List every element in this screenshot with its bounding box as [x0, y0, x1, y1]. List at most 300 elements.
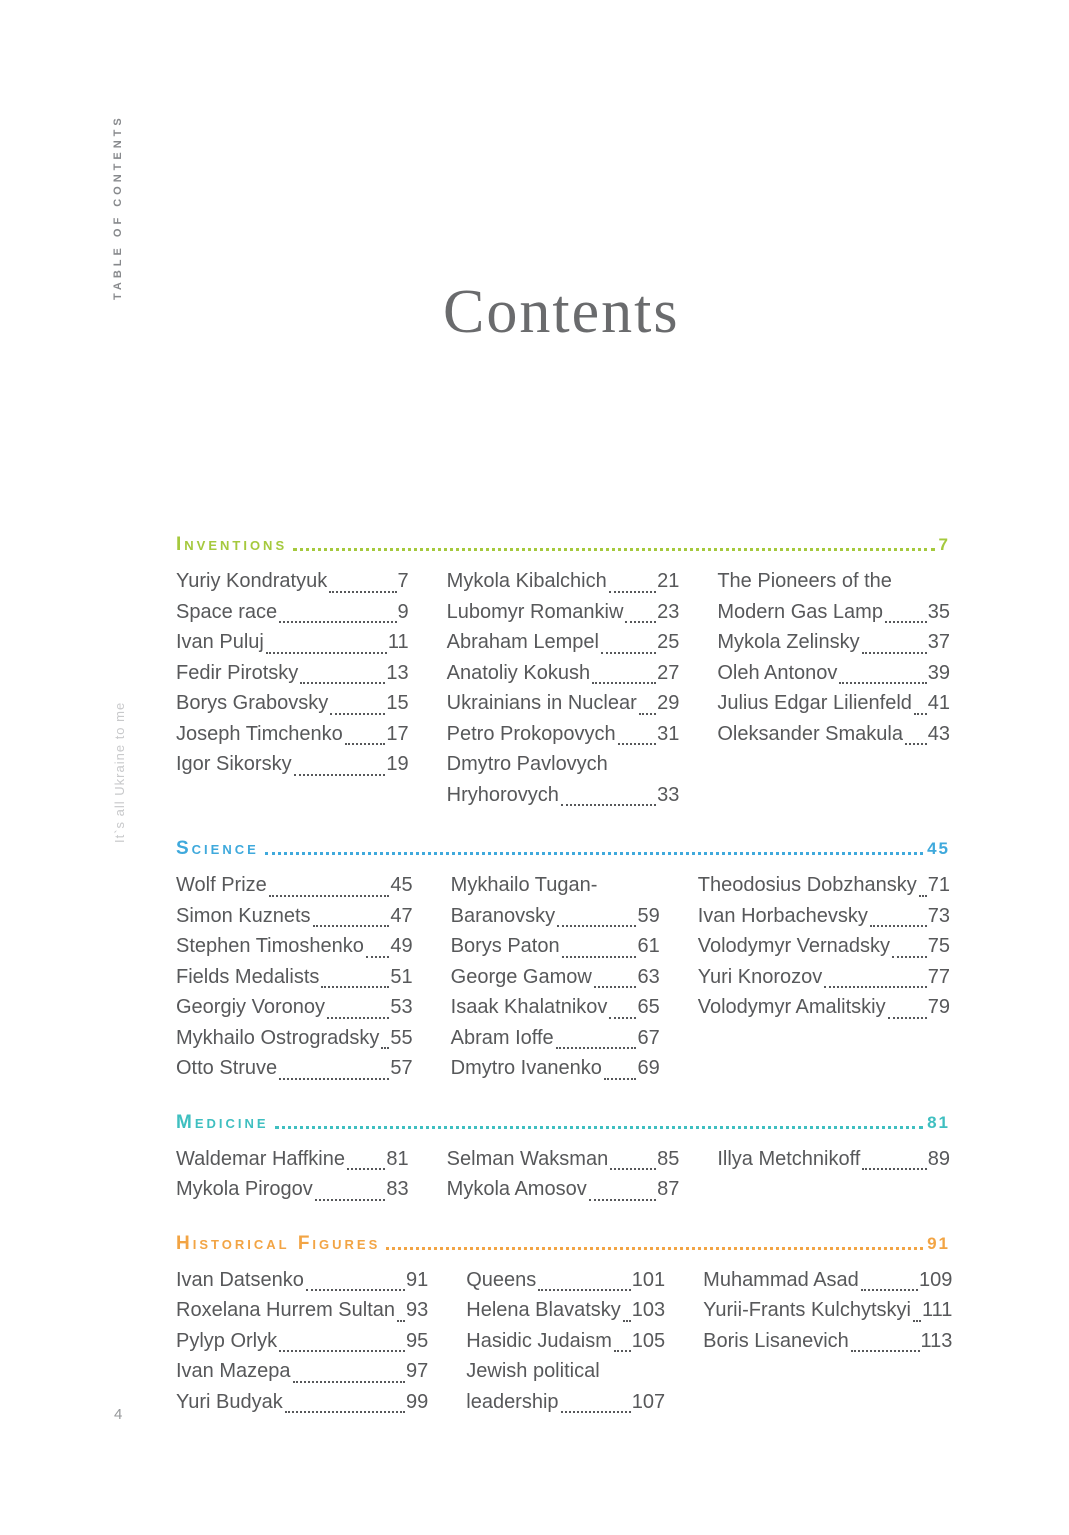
toc-entry [176, 1295, 428, 1326]
toc-entry [176, 1387, 428, 1418]
entry-leader-dots [366, 956, 390, 958]
entry-page-number: 23 [657, 600, 680, 623]
toc-column [466, 1265, 665, 1418]
entry-leader-dots [381, 1047, 389, 1049]
entry-title: Abraham Lempel [446, 631, 599, 653]
entry-page-number: 41 [927, 692, 950, 714]
entry-title-row [176, 1053, 413, 1084]
entry-title: Abram Ioffe [450, 1026, 554, 1049]
entry-title: Fedir Pirotsky [176, 661, 299, 684]
entry-title: Roxelana Hurrem Sultan [176, 1299, 395, 1321]
entry-title-row [703, 1326, 952, 1357]
toc-entry [176, 870, 413, 901]
entry-title: Mykhailo Ostrogradsky [176, 1026, 380, 1049]
entry-title-row [698, 901, 950, 932]
toc-entry [717, 1144, 950, 1175]
page-number: 4 [114, 1406, 123, 1423]
entry-page-number: 37 [927, 631, 950, 653]
entry-title-row [717, 1144, 950, 1175]
entry-leader-dots [556, 1047, 637, 1049]
toc-column [176, 1265, 428, 1418]
entry-title-row [176, 1144, 409, 1175]
entry-title-line: Dmytro Pavlovych [446, 753, 608, 775]
entry-page-number: 79 [927, 996, 950, 1018]
entry-title: Modern Gas Lamp [717, 600, 883, 623]
section-header [176, 837, 950, 861]
entry-title-row [451, 901, 660, 932]
entry-title: Hasidic Judaism [466, 1329, 612, 1352]
toc-entry [717, 627, 950, 658]
toc-entry [703, 1326, 952, 1357]
entry-title-row [703, 1295, 952, 1326]
entry-title-row [447, 719, 680, 750]
entry-page-number: 53 [390, 996, 413, 1018]
section-header [176, 533, 950, 557]
entry-leader-dots [321, 986, 389, 988]
entry-title: Stephen Timoshenko [176, 935, 364, 957]
entry-title-row [176, 870, 413, 901]
toc-entry [466, 1326, 665, 1357]
entry-title-row [176, 962, 413, 993]
entry-title-line: Mykhailo Tugan- [450, 874, 598, 896]
entry-page-number: 35 [927, 600, 950, 623]
section-leader-dots [265, 852, 923, 855]
entry-leader-dots [279, 1078, 389, 1080]
entry-title: Oleksander Smakula [717, 722, 903, 745]
entry-page-number: 21 [657, 570, 680, 592]
entry-page-number: 61 [637, 935, 660, 957]
toc-entry [176, 962, 413, 993]
entry-leader-dots [313, 925, 390, 927]
entry-title: Waldemar Haffkine [176, 1147, 345, 1170]
entry-page-number: 87 [657, 1178, 680, 1200]
entry-title-row [176, 901, 413, 932]
entry-title-line: Jewish political [466, 1360, 600, 1382]
toc-entry [447, 719, 680, 750]
entry-title: Queens [466, 1268, 537, 1291]
toc-entry [466, 1265, 665, 1296]
toc-column [451, 870, 660, 1084]
entry-title-row [176, 1295, 428, 1326]
entry-title-row [451, 992, 660, 1023]
entry-page-number: 63 [637, 965, 660, 988]
toc-entry [447, 1144, 680, 1175]
section-leader-dots [275, 1126, 924, 1129]
entry-leader-dots [347, 1168, 385, 1170]
section-page-number: 81 [927, 1112, 950, 1132]
entry-leader-dots [285, 1411, 405, 1413]
section-title: Historical Figures [176, 1232, 381, 1254]
entry-page-number: 99 [406, 1390, 429, 1413]
section-page-number: 45 [927, 839, 950, 858]
toc-column [176, 1144, 409, 1205]
entry-page-number: 65 [637, 996, 660, 1018]
entry-title-row [176, 688, 409, 719]
toc-entry [176, 749, 409, 780]
entry-title: leadership [466, 1390, 559, 1413]
entry-title-row [447, 688, 680, 719]
entry-title-row [451, 931, 660, 962]
entry-page-number: 7 [397, 570, 409, 592]
entry-page-number: 27 [657, 661, 680, 684]
entry-page-number: 73 [927, 904, 950, 927]
entry-title: Space race [176, 600, 278, 623]
entry-page-number: 83 [386, 1178, 409, 1200]
entry-leader-dots [888, 1017, 927, 1019]
entry-page-number: 107 [631, 1390, 666, 1413]
sidebar-label-book-title: It`s all Ukraine to me [112, 701, 127, 843]
entry-title-row [176, 1356, 428, 1387]
entry-title: Wolf Prize [176, 874, 267, 896]
entry-title-row [717, 688, 950, 719]
entry-title: Isaak Khalatnikov [450, 996, 608, 1018]
entry-title-row [698, 962, 950, 993]
entry-page-number: 55 [390, 1026, 413, 1049]
entry-leader-dots [609, 591, 656, 593]
entry-title: Mykola Zelinsky [717, 631, 860, 653]
toc-column [703, 1265, 952, 1357]
section-columns [176, 1265, 953, 1418]
toc-entry [176, 1174, 409, 1205]
entry-leader-dots [892, 956, 927, 958]
entry-page-number: 19 [386, 753, 409, 775]
entry-leader-dots [610, 1168, 656, 1170]
entry-leader-dots [561, 804, 656, 806]
toc-entry [447, 749, 680, 810]
entry-title-row [717, 719, 950, 750]
toc-entry [466, 1356, 665, 1417]
entry-page-number: 91 [406, 1268, 429, 1291]
entry-leader-dots [851, 1350, 920, 1352]
entry-title-row [447, 1174, 680, 1205]
entry-leader-dots [905, 743, 927, 745]
toc-section [176, 533, 950, 810]
entry-title-row [176, 597, 409, 628]
entry-leader-dots [329, 591, 396, 593]
entry-title: Julius Edgar Lilienfeld [717, 692, 912, 714]
entry-title: Volodymyr Amalitskiy [697, 996, 886, 1018]
entry-title-row [176, 1387, 428, 1418]
toc-entry [176, 1023, 413, 1054]
entry-title: Yuriy Kondratyuk [176, 570, 328, 592]
entry-leader-dots [592, 682, 656, 684]
entry-title: Mykola Kibalchich [446, 570, 607, 592]
entry-page-number: 81 [386, 1147, 409, 1170]
entry-page-number: 69 [637, 1057, 660, 1079]
entry-page-number: 9 [397, 600, 409, 623]
entry-title: Illya Metchnikoff [717, 1147, 861, 1170]
section-page-number: 91 [927, 1233, 950, 1253]
section-leader-dots [386, 1247, 923, 1250]
section-page-number: 7 [938, 535, 950, 554]
entry-title: Georgiy Voronoy [176, 996, 325, 1018]
entry-title: Anatoliy Kokush [446, 661, 591, 684]
toc-entry [698, 901, 950, 932]
toc-entry [447, 566, 680, 597]
entry-title-row [466, 1295, 665, 1326]
entry-title-row [176, 749, 409, 780]
entry-title-row [698, 931, 950, 962]
entry-leader-dots [269, 895, 390, 897]
entry-leader-dots [589, 1199, 656, 1201]
entry-title: Selman Waksman [446, 1147, 609, 1170]
entry-title-line: The Pioneers of the [717, 570, 892, 592]
entry-page-number: 89 [927, 1147, 950, 1170]
toc-entry [717, 658, 950, 689]
entry-page-number: 31 [657, 722, 680, 745]
entry-page-number: 49 [390, 935, 413, 957]
toc-entry [717, 566, 950, 627]
toc-entry [451, 870, 660, 931]
entry-title: Petro Prokopovych [446, 722, 616, 745]
toc-entry [717, 719, 950, 750]
entry-page-number: 85 [657, 1147, 680, 1170]
entry-title: Theodosius Dobzhansky [697, 874, 917, 896]
entry-leader-dots [327, 1017, 389, 1019]
entry-title-row [698, 992, 950, 1023]
entry-title: Boris Lisanevich [703, 1329, 849, 1352]
entry-title-row [176, 566, 409, 597]
entry-title: Ivan Datsenko [176, 1268, 304, 1291]
entry-page-number: 17 [386, 722, 409, 745]
entry-title: Dmytro Ivanenko [450, 1057, 602, 1079]
toc-entry [466, 1295, 665, 1326]
entry-title: Yurii-Frants Kulchytskyi [703, 1299, 911, 1321]
entry-page-number: 25 [657, 631, 680, 653]
toc-column [447, 566, 680, 810]
toc-entry [698, 962, 950, 993]
entry-leader-dots [279, 1350, 405, 1352]
entry-page-number: 47 [390, 904, 413, 927]
entry-page-number: 59 [637, 904, 660, 927]
entry-leader-dots [300, 682, 385, 684]
toc-entry [698, 931, 950, 962]
toc-sections [176, 533, 953, 1444]
entry-leader-dots [824, 986, 927, 988]
entry-title-row [176, 658, 409, 689]
entry-page-number: 51 [390, 965, 413, 988]
entry-page-number: 45 [390, 874, 413, 896]
toc-entry [451, 1053, 660, 1084]
toc-entry [698, 870, 950, 901]
entry-leader-dots [919, 895, 927, 897]
toc-entry [451, 992, 660, 1023]
toc-entry [451, 962, 660, 993]
entry-leader-dots [885, 621, 927, 623]
toc-entry [447, 658, 680, 689]
entry-leader-dots [609, 1017, 636, 1019]
entry-title: Joseph Timchenko [176, 722, 343, 745]
entry-title-row [451, 1053, 660, 1084]
entry-leader-dots [913, 1320, 921, 1322]
toc-entry [176, 627, 409, 658]
entry-page-number: 75 [927, 935, 950, 957]
entry-leader-dots [601, 652, 656, 654]
section-header [176, 1232, 950, 1256]
entry-leader-dots [294, 774, 386, 776]
toc-entry [703, 1265, 952, 1296]
toc-entry [176, 1053, 413, 1084]
entry-title: Otto Struve [176, 1057, 278, 1079]
entry-page-number: 101 [631, 1268, 666, 1291]
entry-page-number: 43 [927, 722, 950, 745]
toc-entry [176, 566, 409, 597]
entry-leader-dots [315, 1199, 386, 1201]
entry-title-row [447, 627, 680, 658]
entry-leader-dots [862, 652, 927, 654]
entry-title-row [447, 780, 680, 811]
toc-entry [176, 1144, 409, 1175]
entry-leader-dots [594, 986, 637, 988]
toc-column [698, 870, 950, 1023]
entry-leader-dots [266, 652, 387, 654]
entry-title: Volodymyr Vernadsky [697, 935, 891, 957]
entry-leader-dots [870, 925, 927, 927]
entry-title: Yuri Budyak [176, 1390, 283, 1413]
toc-entry [176, 992, 413, 1023]
entry-title: Muhammad Asad [703, 1268, 859, 1291]
entry-title: Igor Sikorsky [176, 753, 292, 775]
entry-leader-dots [604, 1078, 637, 1080]
section-leader-dots [293, 548, 934, 551]
entry-title: Ivan Puluj [176, 631, 264, 653]
section-columns [176, 566, 950, 810]
entry-page-number: 29 [657, 692, 680, 714]
toc-entry [447, 597, 680, 628]
entry-page-number: 111 [922, 1299, 953, 1321]
toc-entry [176, 719, 409, 750]
toc-entry [698, 992, 950, 1023]
entry-leader-dots [862, 1168, 926, 1170]
entry-leader-dots [561, 1411, 631, 1413]
entry-title: Borys Grabovsky [176, 692, 329, 714]
entry-page-number: 93 [406, 1299, 429, 1321]
entry-title: Mykola Pirogov [176, 1178, 313, 1200]
toc-column [717, 1144, 950, 1175]
entry-page-number: 39 [927, 661, 950, 684]
entry-title: Lubomyr Romankiw [446, 600, 624, 623]
section-title: Medicine [176, 1111, 269, 1133]
entry-title-row [176, 1023, 413, 1054]
entry-page-number: 71 [927, 874, 950, 896]
entry-leader-dots [639, 713, 656, 715]
entry-title-row [176, 1326, 428, 1357]
toc-entry [451, 1023, 660, 1054]
entry-title: Borys Paton [450, 935, 560, 957]
entry-title-row [717, 627, 950, 658]
entry-title: Ivan Mazepa [176, 1360, 291, 1382]
entry-title-row [466, 1265, 665, 1296]
entry-title: Baranovsky [450, 904, 556, 927]
entry-page-number: 15 [386, 692, 409, 714]
toc-column [176, 566, 409, 780]
section-title: Inventions [176, 534, 288, 555]
entry-page-number: 13 [386, 661, 409, 684]
toc-entry [176, 901, 413, 932]
entry-page-number: 77 [927, 965, 950, 988]
entry-title: Simon Kuznets [176, 904, 311, 927]
toc-entry [176, 1265, 428, 1296]
section-columns [176, 1144, 950, 1205]
entry-leader-dots [861, 1289, 918, 1291]
entry-leader-dots [557, 925, 636, 927]
entry-page-number: 103 [631, 1299, 666, 1321]
toc-entry [447, 688, 680, 719]
entry-leader-dots [623, 1320, 631, 1322]
section-columns [176, 870, 950, 1084]
toc-section [176, 1111, 950, 1205]
entry-title-row [447, 566, 680, 597]
entry-title: Fields Medalists [176, 965, 320, 988]
sidebar-label-table-of-contents: TABLE OF CONTENTS [112, 114, 124, 300]
entry-title-row [176, 719, 409, 750]
entry-title-row [176, 1265, 428, 1296]
entry-title-row [698, 870, 950, 901]
entry-title: Yuri Knorozov [697, 965, 823, 988]
toc-entry [451, 931, 660, 962]
toc-column [717, 566, 950, 749]
toc-entry [447, 1174, 680, 1205]
section-header [176, 1111, 950, 1135]
toc-entry [176, 931, 413, 962]
entry-leader-dots [625, 621, 656, 623]
entry-title-row [466, 1326, 665, 1357]
entry-leader-dots [614, 1350, 631, 1352]
entry-leader-dots [306, 1289, 405, 1291]
entry-title-row [176, 1174, 409, 1205]
entry-title: Pylyp Orlyk [176, 1329, 278, 1352]
entry-title-row [451, 1023, 660, 1054]
entry-title: Ivan Horbachevsky [697, 904, 868, 927]
toc-entry [176, 688, 409, 719]
entry-title-row [717, 597, 950, 628]
entry-page-number: 95 [406, 1329, 429, 1352]
toc-section [176, 1232, 953, 1418]
toc-entry [176, 1356, 428, 1387]
entry-title-row [451, 962, 660, 993]
entry-leader-dots [345, 743, 386, 745]
entry-title-row [176, 931, 413, 962]
entry-title: Mykola Amosov [446, 1178, 587, 1200]
entry-leader-dots [397, 1320, 405, 1322]
entry-title-row [176, 992, 413, 1023]
entry-title-row [466, 1387, 665, 1418]
entry-leader-dots [562, 956, 637, 958]
entry-page-number: 57 [390, 1057, 413, 1079]
entry-title: Hryhorovych [446, 783, 559, 806]
entry-leader-dots [618, 743, 656, 745]
toc-entry [447, 627, 680, 658]
entry-page-number: 109 [919, 1268, 953, 1291]
toc-column [447, 1144, 680, 1205]
entry-leader-dots [293, 1381, 405, 1383]
entry-page-number: 105 [631, 1329, 666, 1352]
entry-page-number: 11 [387, 631, 409, 653]
toc-entry [176, 597, 409, 628]
page-title: Contents [443, 278, 680, 346]
section-title: Science [176, 838, 259, 859]
entry-leader-dots [914, 713, 927, 715]
entry-title-row [447, 658, 680, 689]
entry-title: Ukrainians in Nuclear [446, 692, 637, 714]
entry-leader-dots [538, 1289, 630, 1291]
entry-title: George Gamow [450, 965, 592, 988]
entry-page-number: 97 [406, 1360, 429, 1382]
toc-entry [176, 658, 409, 689]
entry-title-row [176, 627, 409, 658]
entry-title-row [717, 658, 950, 689]
entry-page-number: 33 [657, 783, 680, 806]
